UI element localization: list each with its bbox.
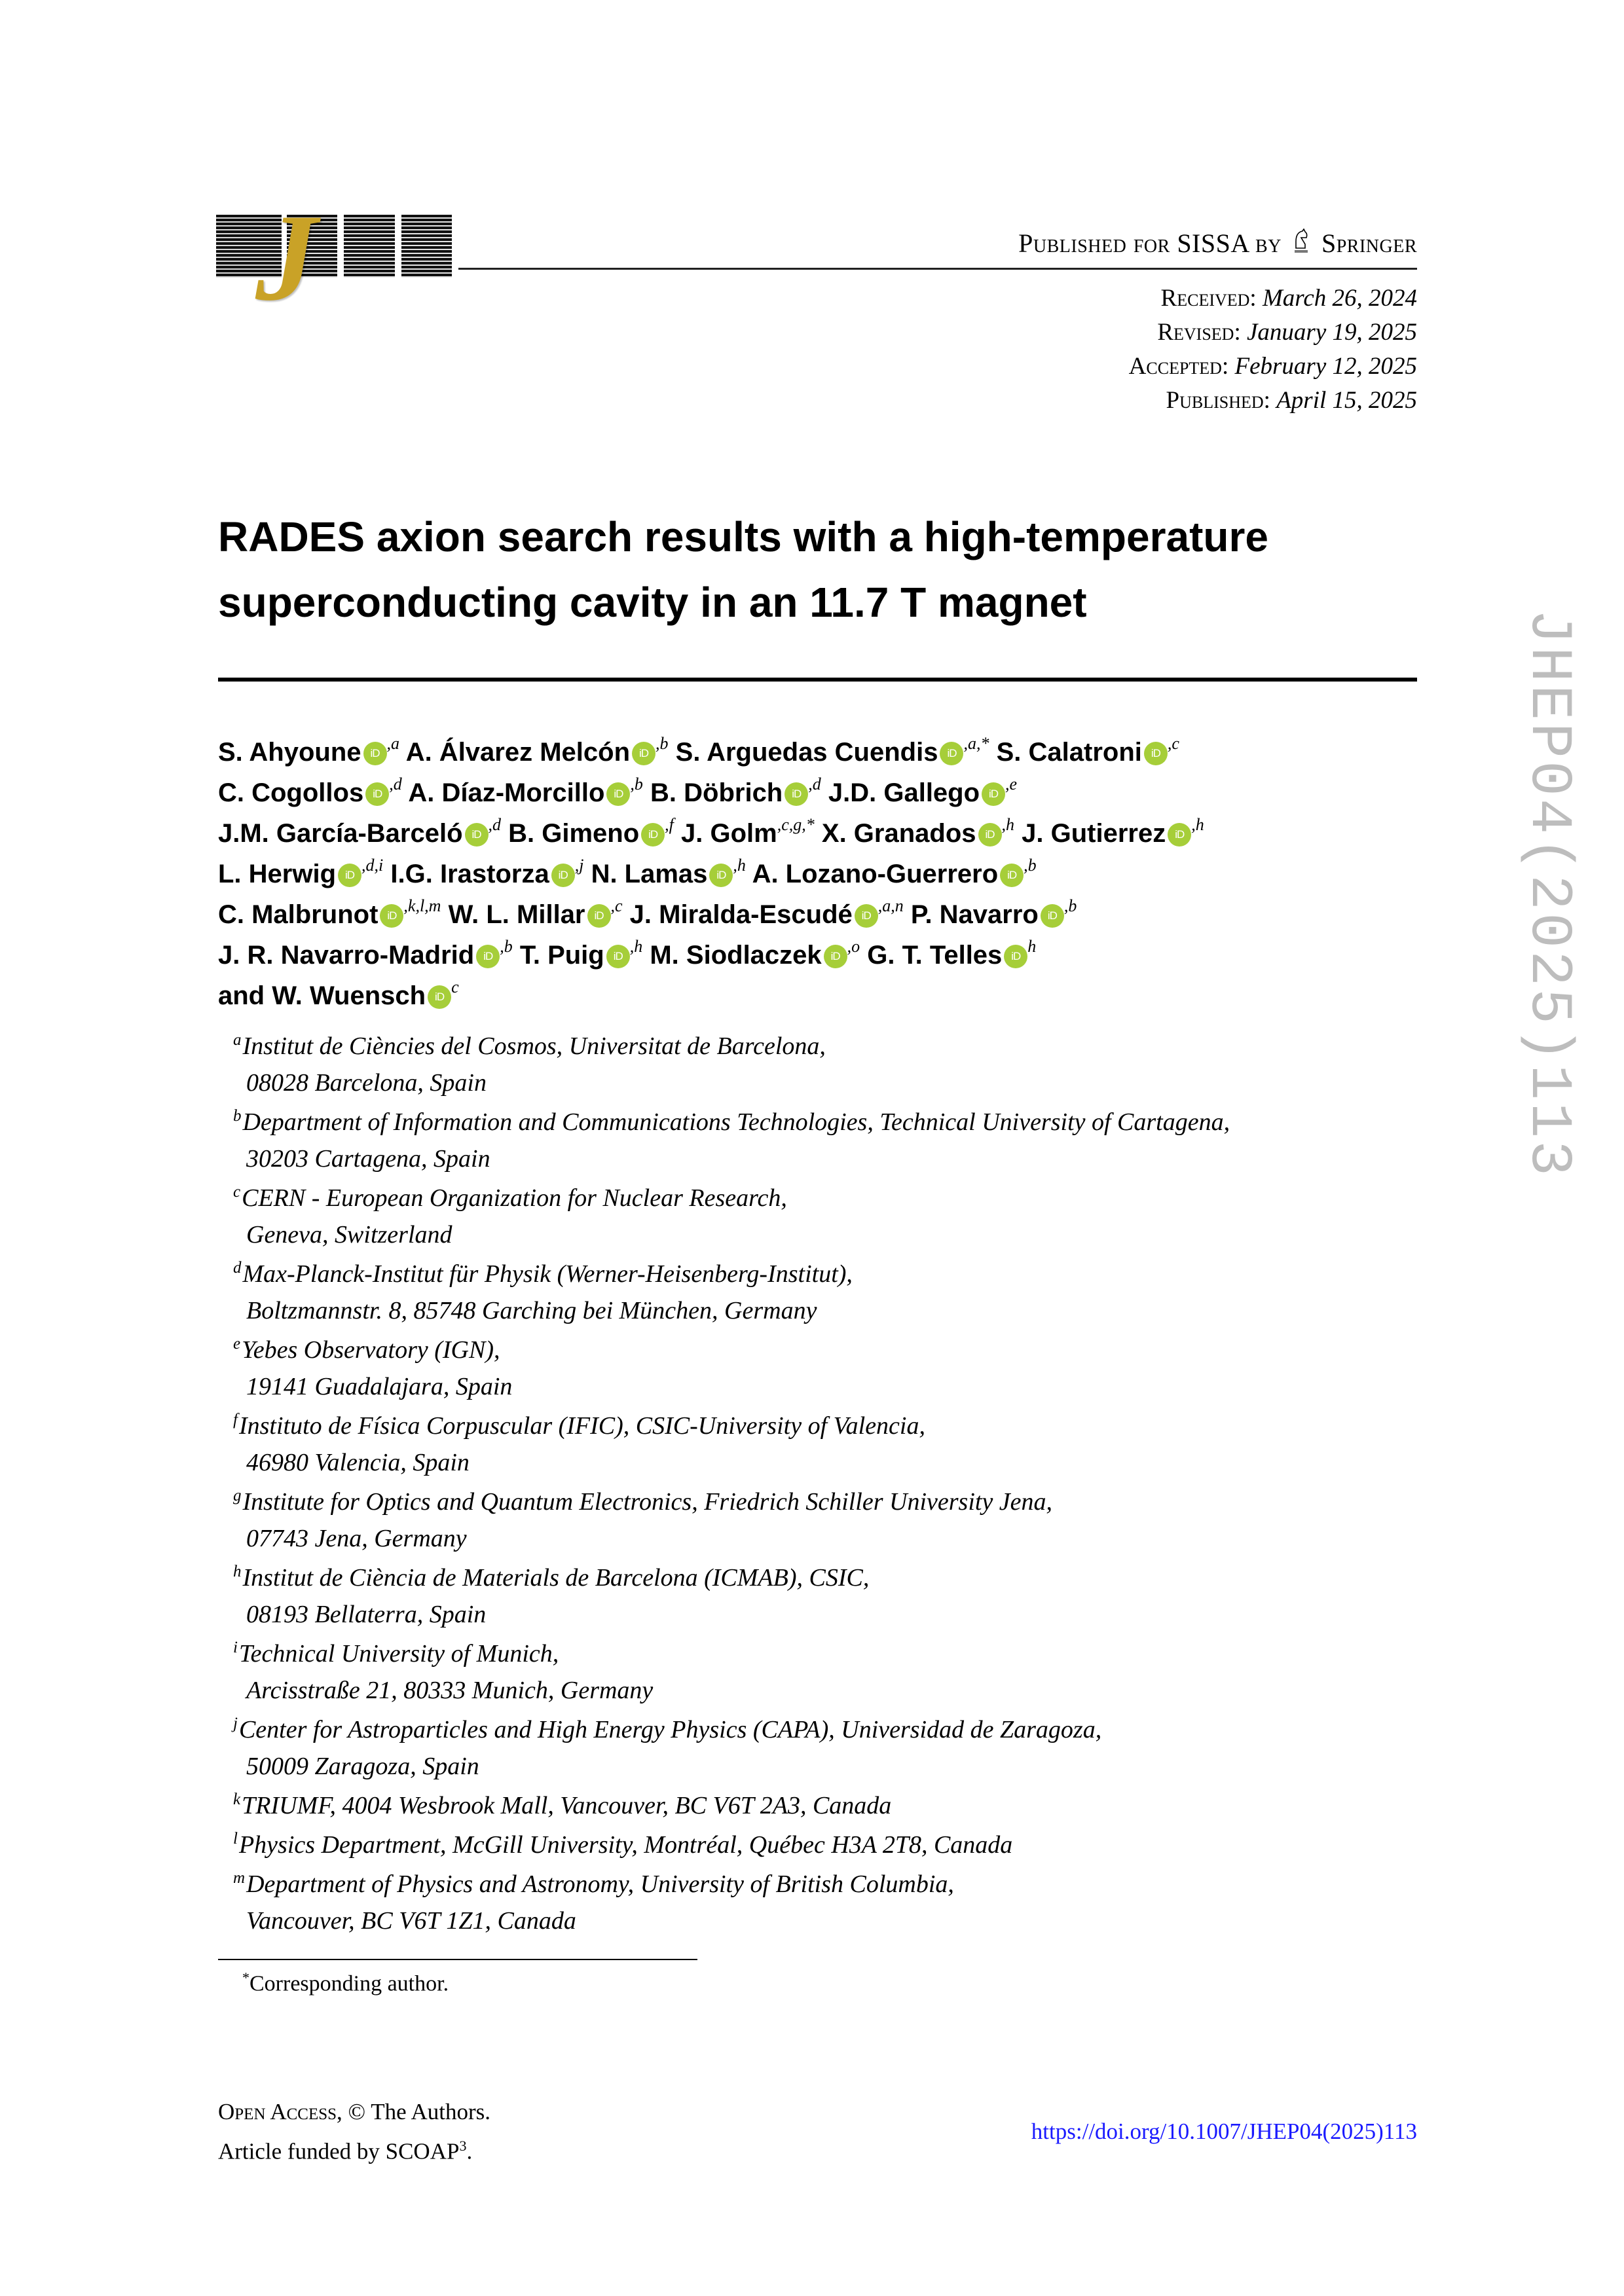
author-line <box>218 732 1423 773</box>
orcid-icon[interactable]: iD <box>1168 823 1191 847</box>
author: J. Golm$^{,c,g,*}$ <box>681 815 815 848</box>
publisher-name: Springer <box>1321 228 1417 258</box>
orcid-icon[interactable]: iD <box>551 864 575 887</box>
paper-title <box>218 504 1430 635</box>
author: C. Cogollos iD$^{,d}$ <box>218 774 402 807</box>
affiliation: $^d$Max-Planck-Institut für Physik (Werner-Heisenberg-Institut), Boltzmannstr. 8, 85748 Garching bei München, Germany <box>233 1259 853 1324</box>
author: J. R. Navarro-Madrid iD$^{,b}$ <box>218 937 513 970</box>
publisher-text: Published for SISSA by <box>1018 228 1282 258</box>
affiliation: $^c$CERN - European Organization for Nuclear Research, Geneva, Switzerland <box>233 1183 787 1248</box>
affiliation: $^h$Institut de Ciència de Materials de Barcelona (ICMAB), CSIC, 08193 Bellaterra, Spain <box>233 1563 870 1628</box>
orcid-icon[interactable]: iD <box>428 985 451 1009</box>
orcid-icon[interactable]: iD <box>940 742 963 765</box>
author: S. Ahyoune iD$^{,a}$ <box>218 734 400 767</box>
orcid-icon[interactable]: iD <box>587 904 611 928</box>
affiliation: $^b$Department of Information and Communications Technologies, Technical University of Cartagena, 30203 Cartagena, Spain <box>233 1107 1230 1173</box>
author: X. Granados iD$^{,h}$ <box>821 815 1015 848</box>
orcid-icon[interactable]: iD <box>363 742 387 765</box>
author: A. Díaz-Morcillo iD$^{,b}$ <box>408 774 643 807</box>
author-line <box>218 935 1423 975</box>
affiliation: $^i$Technical University of Munich, Arcisstraße 21, 80333 Munich, Germany <box>233 1639 654 1704</box>
affiliation: $^f$Instituto de Física Corpuscular (IFIC), CSIC-University of Valencia, 46980 Valencia, Spain <box>233 1411 925 1476</box>
author: B. Döbrich iD$^{,d}$ <box>650 774 821 807</box>
orcid-icon[interactable]: iD <box>365 782 389 806</box>
orcid-icon[interactable]: iD <box>709 864 733 887</box>
author-line <box>218 813 1423 854</box>
orcid-icon[interactable]: iD <box>824 945 847 968</box>
orcid-icon[interactable]: iD <box>1041 904 1064 928</box>
orcid-icon[interactable]: iD <box>1144 742 1168 765</box>
author: S. Arguedas Cuendis iD$^{,a,*}$ <box>675 734 989 767</box>
author: T. Puig iD$^{,h}$ <box>519 937 643 970</box>
publication-dates <box>1129 282 1417 418</box>
footnote-rule <box>218 1959 697 1960</box>
author: A. Álvarez Melcón iD$^{,b}$ <box>405 734 669 767</box>
affiliation: $^m$Department of Physics and Astronomy, University of British Columbia, Vancouver, BC V6T 1Z1, Canada <box>233 1869 954 1935</box>
orcid-icon[interactable]: iD <box>465 823 489 847</box>
orcid-icon[interactable]: iD <box>982 782 1005 806</box>
logo-j-glyph: J <box>255 189 318 327</box>
publisher-line <box>1018 228 1417 259</box>
doi-link[interactable]: https://doi.org/10.1007/JHEP04(2025)113 <box>1031 2119 1417 2144</box>
author: C. Malbrunot iD$^{,k,l,m}$ <box>218 896 441 929</box>
date-revised: Revised: January 19, 2025 <box>1157 319 1417 346</box>
author-line <box>218 773 1423 813</box>
side-article-identifier: JHEP04(2025)113 <box>1515 609 1581 1179</box>
author: I.G. Irastorza iD$^{,j}$ <box>390 856 584 888</box>
open-access-label: Open Access <box>218 2099 337 2124</box>
affiliation: $^g$Institute for Optics and Quantum Electronics, Friedrich Schiller University Jena, 07743 Jena, Germany <box>233 1487 1053 1552</box>
orcid-icon[interactable]: iD <box>1000 864 1024 887</box>
affiliation: $^k$TRIUMF, 4004 Wesbrook Mall, Vancouver, BC V6T 2A3, Canada <box>233 1791 892 1819</box>
author: L. Herwig iD$^{,d,i}$ <box>218 856 384 888</box>
author-line <box>218 894 1423 935</box>
jhep-logo <box>216 189 458 327</box>
corresponding-author-footnote: *Corresponding author. <box>242 1969 449 1996</box>
author: and W. Wuensch iD$^c$ <box>218 977 459 1010</box>
date-accepted: Accepted: February 12, 2025 <box>1128 353 1417 380</box>
date-published: Published: April 15, 2025 <box>1166 387 1417 414</box>
author: W. L. Millar iD$^{,c}$ <box>448 896 623 929</box>
affiliation: $^a$Institut de Ciències del Cosmos, Universitat de Barcelona, 08028 Barcelona, Spain <box>233 1031 826 1097</box>
author: B. Gimeno iD$^{,f}$ <box>508 815 674 848</box>
orcid-icon[interactable]: iD <box>380 904 403 928</box>
affiliation: $^j$Center for Astroparticles and High Energy Physics (CAPA), Universidad de Zaragoza, 50009 Zaragoza, Spain <box>233 1715 1102 1780</box>
springer-horse-icon <box>1292 228 1310 255</box>
affiliation: $^l$Physics Department, McGill University, Montréal, Québec H3A 2T8, Canada <box>233 1830 1013 1859</box>
author: G. T. Telles iD$^h$ <box>867 937 1037 970</box>
orcid-icon[interactable]: iD <box>632 742 655 765</box>
title-rule <box>218 678 1417 682</box>
author: M. Siodlaczek iD$^{,o}$ <box>650 937 860 970</box>
affiliation: $^e$Yebes Observatory (IGN), 19141 Guadalajara, Spain <box>233 1335 513 1400</box>
title-line-2: superconducting cavity in an 11.7 T magnet <box>218 579 1087 626</box>
orcid-icon[interactable]: iD <box>606 945 630 968</box>
orcid-icon[interactable]: iD <box>641 823 665 847</box>
author: J.M. García-Barceló iD$^{,d}$ <box>218 815 501 848</box>
author: J. Gutierrez iD$^{,h}$ <box>1022 815 1204 848</box>
author-line <box>218 854 1423 894</box>
orcid-icon[interactable]: iD <box>1004 945 1027 968</box>
title-line-1: RADES axion search results with a high-temperature <box>218 513 1268 560</box>
author-list <box>218 732 1423 1016</box>
author: N. Lamas iD$^{,h}$ <box>591 856 746 888</box>
affiliation-list <box>233 1028 1425 1942</box>
author-line <box>218 975 1423 1016</box>
orcid-icon[interactable]: iD <box>606 782 630 806</box>
author: S. Calatroni iD$^{,c}$ <box>996 734 1179 767</box>
orcid-icon[interactable]: iD <box>784 782 808 806</box>
orcid-icon[interactable]: iD <box>338 864 361 887</box>
date-received: Received: March 26, 2024 <box>1160 285 1417 312</box>
orcid-icon[interactable]: iD <box>476 945 500 968</box>
orcid-icon[interactable]: iD <box>978 823 1002 847</box>
author: P. Navarro iD$^{,b}$ <box>910 896 1077 929</box>
author: J. Miralda-Escudé iD$^{,a,n}$ <box>629 896 904 929</box>
open-access-notice: Open Access, © The Authors. Article funded by SCOAP$^3$. <box>218 2099 490 2164</box>
header-rule <box>458 268 1417 270</box>
orcid-icon[interactable]: iD <box>855 904 878 928</box>
author: A. Lozano-Guerrero iD$^{,b}$ <box>752 856 1037 888</box>
author: J.D. Gallego iD$^{,e}$ <box>828 774 1018 807</box>
